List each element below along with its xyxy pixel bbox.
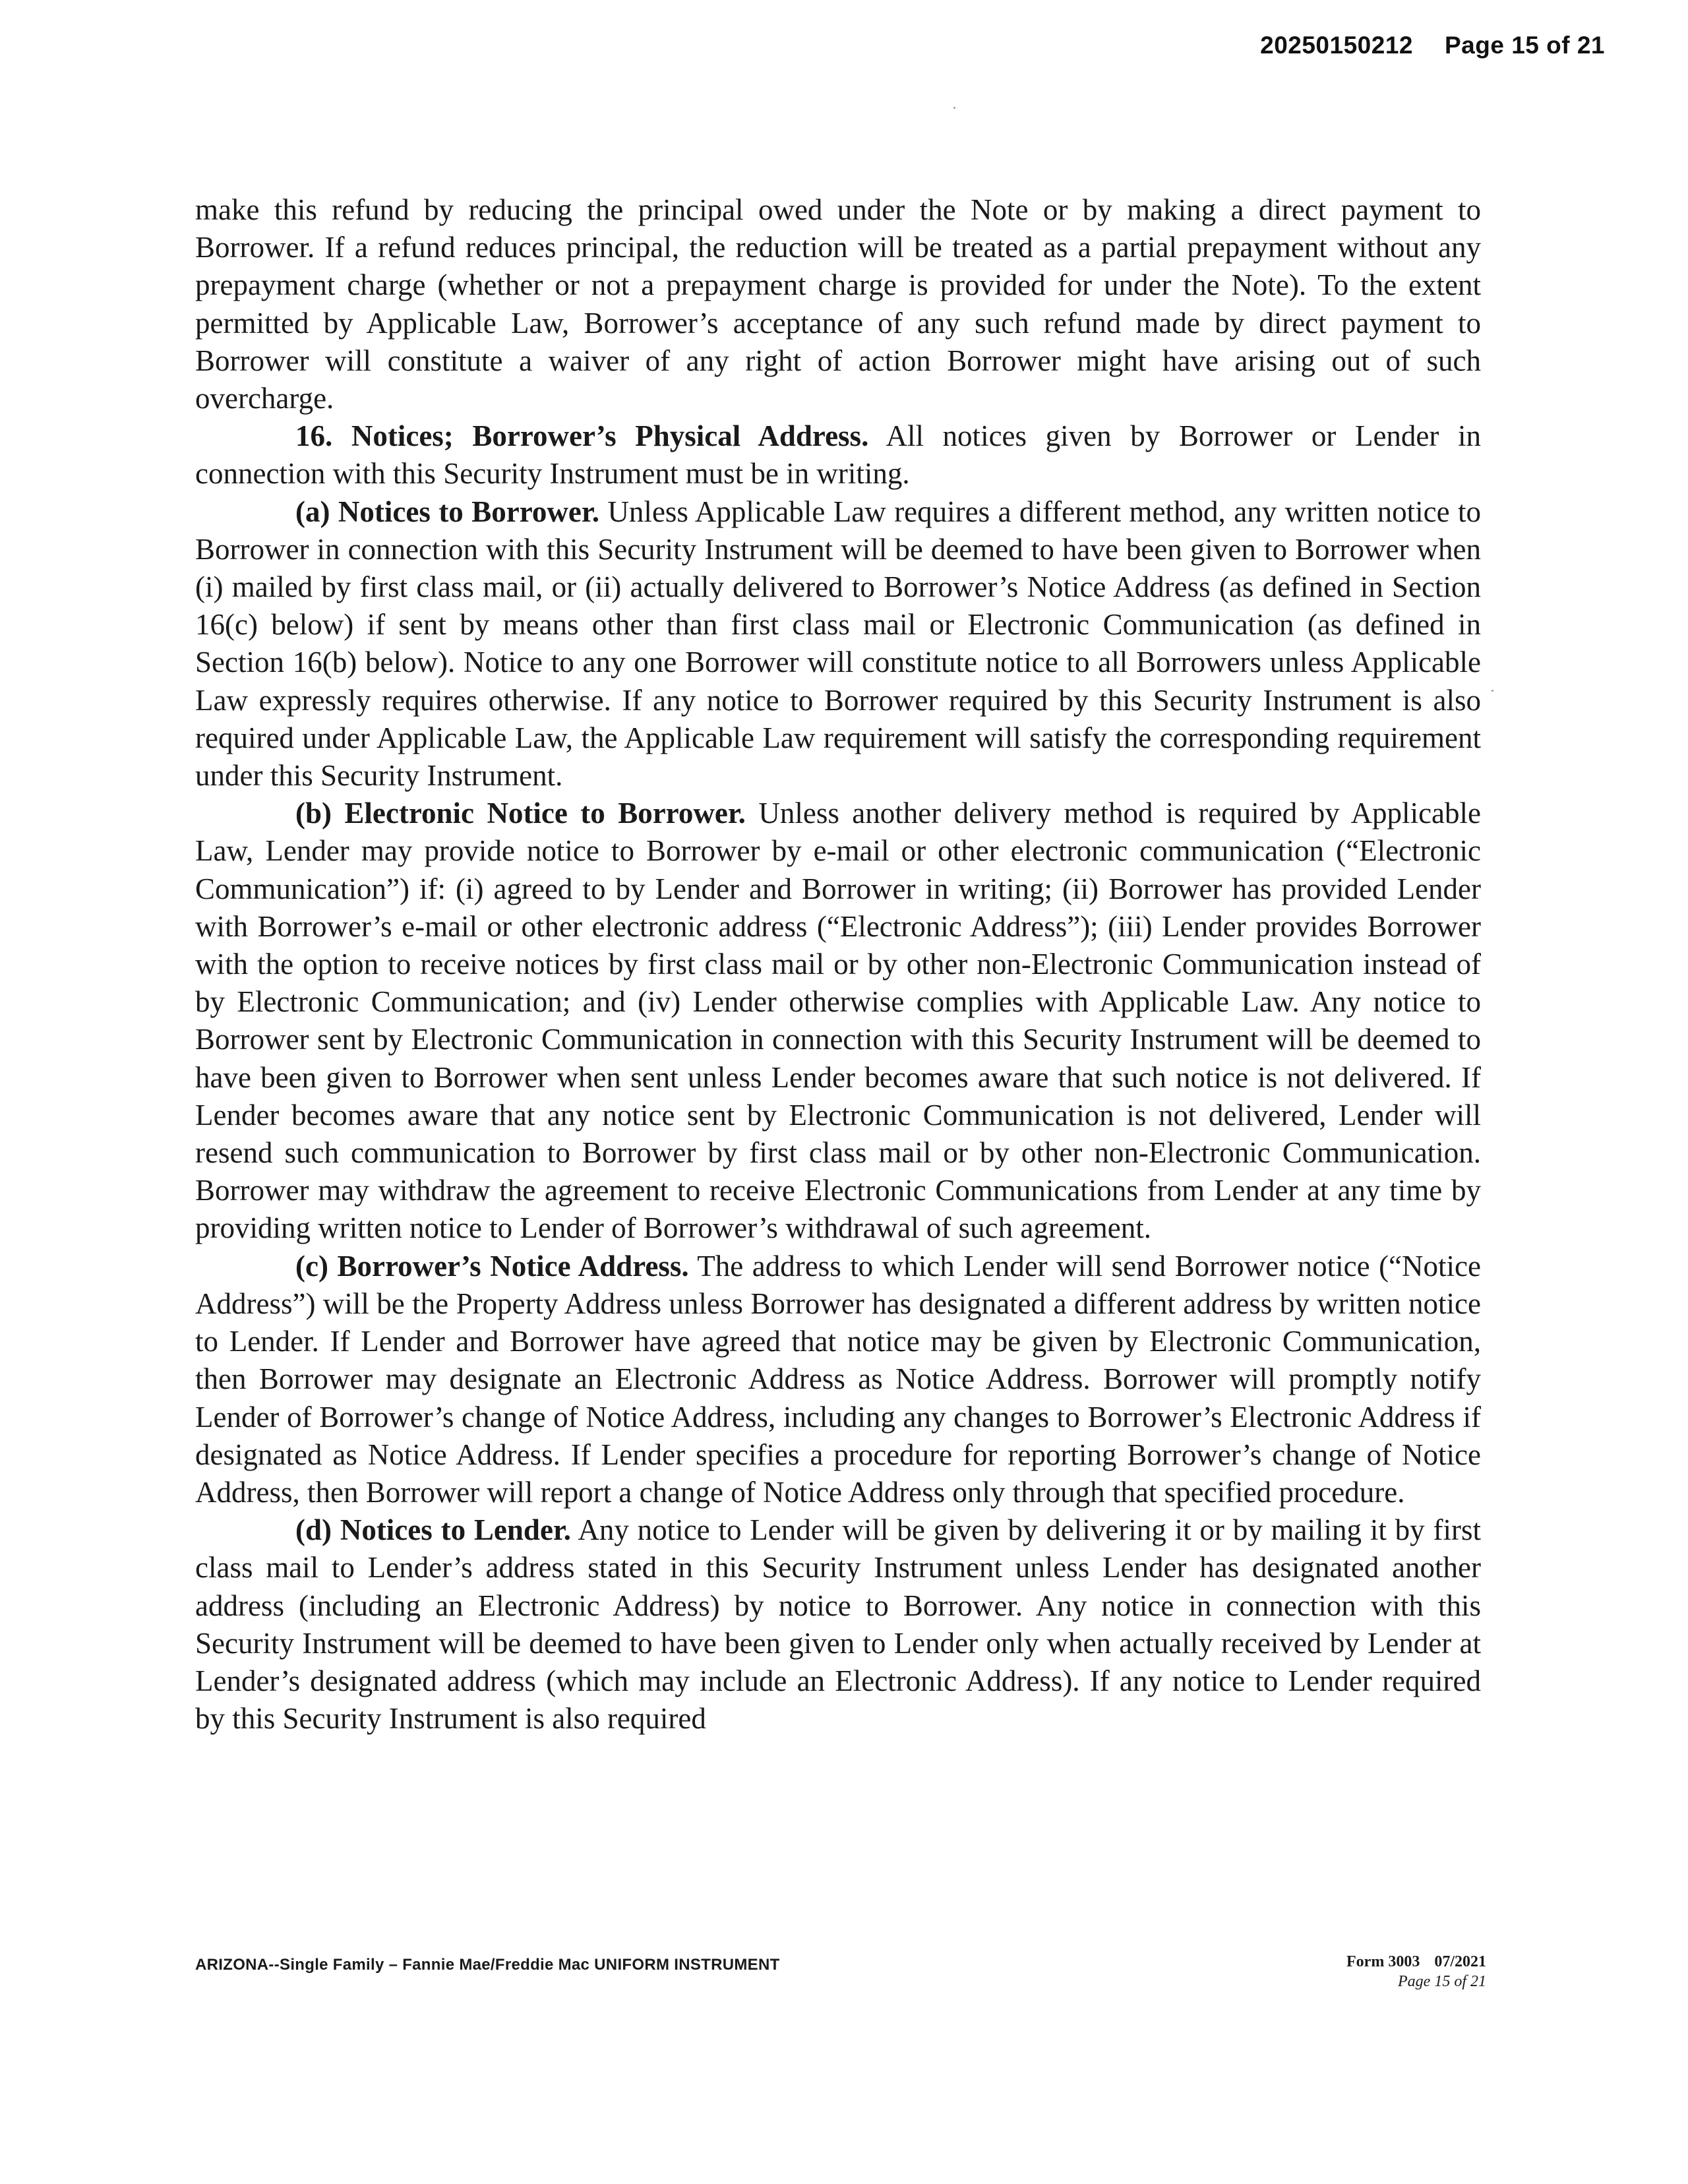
footer-form-date: 07/2021 [1434,1953,1486,1970]
footer-form-info [1346,1952,1486,1991]
section-16 [195,417,1481,493]
recording-stamp [1260,32,1605,59]
paragraph-refund-continuation: make this refund by reducing the principal owed under the Note or by making a direct payment to Borrower. If a refund reduces principal, the reduction will be treated as a partial prepayment without any prepayment charge (whether or not a prepayment charge is provided for under the Note). To the extent permitted by Applicable Law, Borrower’s acceptance of any such refund made by direct payment to Borrower will constitute a waiver of any right of action Borrower might have arising out of such overcharge. [195,193,1481,415]
section-16-heading: 16. Notices; Borrower’s Physical Address. [295,419,869,453]
subsection-a [195,493,1481,795]
subsection-b [195,795,1481,1247]
scan-speck [1492,690,1493,692]
subsection-a-heading: (a) Notices to Borrower. [295,495,599,528]
header-page-label: Page 15 of 21 [1444,32,1605,59]
scan-speck [953,107,955,109]
document-number: 20250150212 [1260,32,1413,59]
subsection-d [195,1511,1481,1738]
subsection-c-text: The address to which Lender will send Borrower notice (“Notice Address”) will be the Property Address unless Borrower has designated a different address by written notice to Lender. If Lender and Borrower have agreed that notice may be given by Electronic Communication, then Borrower may designate an Electronic Address as Notice Address. Borrower will promptly notify Lender of Borrower’s change of Notice Address, including any changes to Borrower’s Electronic Address if designated as Notice Address. If Lender specifies a procedure for reporting Borrower’s change of Notice Address, then Borrower will report a change of Notice Address only through that specified procedure. [195,1249,1481,1509]
footer-page-label: Page 15 of 21 [1398,1973,1486,1990]
footer-form-number: Form 3003 [1346,1953,1420,1970]
section-16-text: All notices given by Borrower or Lender in connection with this Security Instrument must be in writing. [195,419,1481,491]
footer-form-line [1346,1952,1486,1972]
footer-instrument-title: ARIZONA--Single Family – Fannie Mae/Freddie Mac UNIFORM INSTRUMENT [195,1956,780,1974]
subsection-d-heading: (d) Notices to Lender. [295,1513,572,1547]
subsection-c-heading: (c) Borrower’s Notice Address. [295,1249,689,1283]
subsection-a-text: Unless Applicable Law requires a different method, any written notice to Borrower in connection with this Security Instrument will be deemed to have been given to Borrower when (i) mailed by first class mail, or (ii) actually delivered to Borrower’s Notice Address (as defined in Section 16(c) below) if sent by means other than first class mail or Electronic Communication (as defined in Section 16(b) below). Notice to any one Borrower will constitute notice to all Borrowers unless Applicable Law expressly requires otherwise. If any notice to Borrower required by this Security Instrument is also required under Applicable Law, the Applicable Law requirement will satisfy the corresponding requirement under this Security Instrument. [195,495,1481,793]
subsection-b-heading: (b) Electronic Notice to Borrower. [295,797,746,830]
document-body [195,191,1481,1738]
subsection-d-text: Any notice to Lender will be given by delivering it or by mailing it by first class mail to Lender’s address stated in this Security Instrument unless Lender has designated another address (including an Electronic Address) by notice to Borrower. Any notice in connection with this Security Instrument will be deemed to have been given to Lender only when actually received by Lender at Lender’s designated address (which may include an Electronic Address). If any notice to Lender required by this Security Instrument is also required [195,1513,1481,1736]
subsection-c [195,1248,1481,1511]
subsection-b-text: Unless another delivery method is required by Applicable Law, Lender may provide notice to Borrower by e-mail or other electronic communication (“Electronic Communication”) if: (i) agreed to by Lender and Borrower in writing; (ii) Borrower has provided Lender with Borrower’s e-mail or other electronic address (“Electronic Address”); (iii) Lender provides Borrower with the option to receive notices by first class mail or by other non-Electronic Communication instead of by Electronic Communication; and (iv) Lender otherwise complies with Applicable Law. Any notice to Borrower sent by Electronic Communication in connection with this Security Instrument will be deemed to have been given to Borrower when sent unless Lender becomes aware that such notice is not delivered. If Lender becomes aware that any notice sent by Electronic Communication is not delivered, Lender will resend such communication to Borrower by first class mail or by other non-Electronic Communication. Borrower may withdraw the agreement to receive Electronic Communications from Lender at any time by providing written notice to Lender of Borrower’s withdrawal of such agreement. [195,797,1481,1245]
